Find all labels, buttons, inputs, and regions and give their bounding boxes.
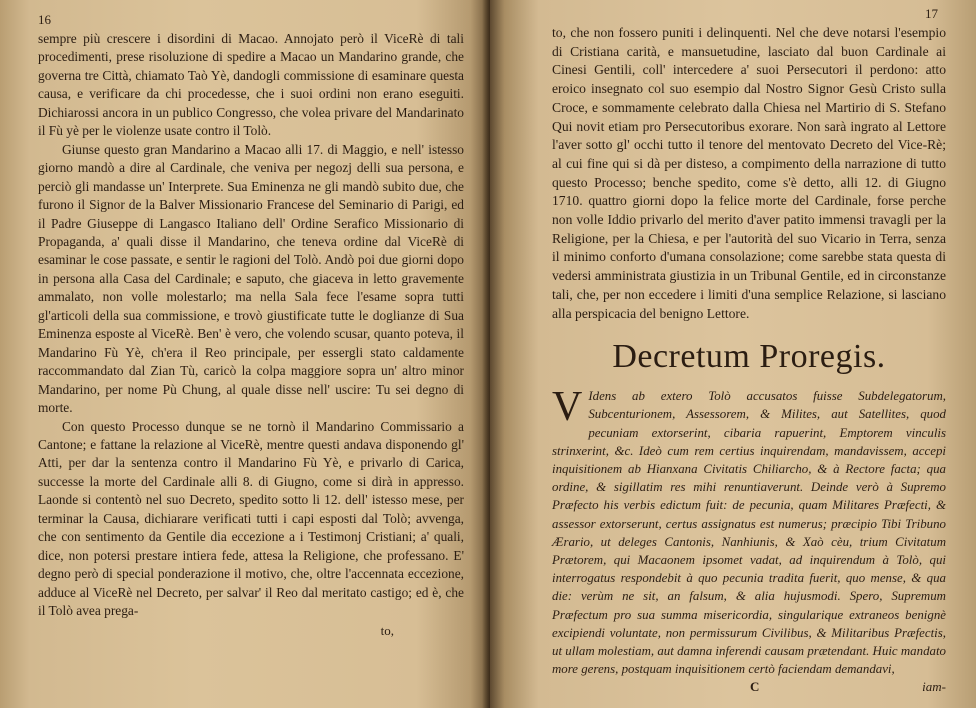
drop-cap: V (552, 384, 583, 431)
paragraph: Con questo Processo dunque se ne tornò il Mandarino Commissario a Cantone; e fattane la relazione al ViceRè, mentre questi andava disponendo gl' Atti, per dar la sentenza contro il Mandarino Fù Yè, e privarlo di Carica, successe la morte del Cardinale alli 8. di Giugno, come si dirà in appresso. Laonde si contentò nel suo Decreto, spedito sotto li 12. dell' istesso mese, per terminar la Causa, dichiarare verificati tutti i capi esposti dal Tolò; avvenga, che con sentimento da Gentile dia eccezione a i Testimonj Cristiani; a' quali, dice, non potersi prestare intiera fede, attesa la Religione, che professano. E' degno però di special ponderazione il motivo, che, oltre l'accennata eccezione, adduce al ViceRè nel Decreto, per salvar' il Reo dal meritato castigo; ed è, che il Tolò avea prega- (38, 418, 464, 619)
decree-body: Idens ab extero Tolò accusatos fuisse Subdelegatorum, Subcenturionem, Assessorem, & Milites, aut Satellites, quod pecuniam extorserint, cibaria rapuerint, Emptorem vinculis strinxerint, &c. Ideò cum rem certius inquirendam, mandavissem, accepi inquisitionem ab Hianxana Civitatis Chiliarcho, & à Rectore facta; qua ordine, & sigillatim res mihi renuntiaverunt. Deinde verò à Supremo Præfecto his verbis edictum fuit: de pecunia, quam Militares Præfecti, & assessor extorserunt, certus assignatus est numerus; præcipio Tibi Tribuno Ærario, ut deleges Cantonis, Nanhiunis, & Xaò cèu, trium Civitatum Prætorem, qui Macaonem ipsomet vadat, ad inquirendum à Tolò, qui interrogatus respondebit à quo pecunia tradita fuerit, quo mense, & qua die: verùm ne sit, an falsum, & alia hujusmodi. Spero, Supremum Præfectum pro sua summa misericordia, singularique extraneos benignè excipiendi voluntate, non permissurum Civilibus, & Militaribus Præfectis, ut ullam molestiam, aut damna inferendi causam prætendant. Huic mandato more gerens, postquam inquisitionem certò faciendam demandavi, (552, 389, 946, 677)
catchword-left: to, (380, 622, 394, 638)
right-page-text (552, 24, 946, 323)
decree-text (552, 384, 946, 678)
left-page-text (38, 30, 464, 621)
signature-mark: C (750, 678, 760, 694)
right-page (490, 0, 976, 708)
paragraph: to, che non fossero puniti i delinquenti. Nel che deve notarsi l'esempio di Cristiana carità, e mansuetudine, lasciato dal buon Cardinale ai Cinesi Gentili, coll' intercedere a' suoi Persecutori il perdono: atto eroico insegnato col suo esempio dal Nostro Signor Gesù Cristo sulla Croce, e sommamente celebrato dalla Chiesa nel Martirio di S. Stefano Qui novit etiam pro Persecutoribus exorare. Non sarà ingrato al Lettore l'aver sotto gl' occhi tutto il tenore del mentovato Decreto del Vice-Rè; al cui fine qui si dà per disteso, a compimento della narrazione di tutto questo Processo; benche spedito, come s'è detto, alli 12. di Giugno 1710. quattro giorni dopo la felice morte del Cardinale, forse perche non volle Iddio privarlo del merito d'aver patito immensi travagli per la Religione, per la Chiesa, e per l'autorità del suo Vicario in Terra, senza il minimo conforto d'umana consolazione; come sarebbe stata questa di vedersi amministrata giustizia in un Tribunal Gentile, ed in circonstanze tali, che, per non eccedere i limiti d'una semplice Relazione, si lasciano alla perspicacia del benigno Lettore. (552, 25, 946, 321)
paragraph: sempre più crescere i disordini di Macao. Annojato però il ViceRè di tali procedimenti, prese risoluzione di spedire a Macao un Mandarino grande, che governa tre Città, chiamato Taò Yè, dandogli commissione di esaminare questa causa, e verificare da chi procedesse, che i suoi ordini non erano eseguiti. Dichiarossi ancora in un publico Congresso, che volea privare del Mandarinato il Fù yè per le violenze usate contro il Tolò. (38, 31, 464, 139)
paragraph: Giunse questo gran Mandarino a Macao alli 17. di Maggio, e nell' istesso giorno mandò a dire al Cardinale, che veniva per negozj delli sua persona, e perciò gli mandasse un' Interprete. Sua Eminenza ne gli mandò subito due, che furono il Signor de la Balver Missionario Francese del Seminario di Parigi, ed il Padre Giuseppe di Langasco Italiano dell' Ordine Serafico Missionario di Propaganda, a' quali disse il Mandarino, che teneva ordine dal ViceRè di esaminar le cose passate, e sentir le ragioni del Tolò. Andò poi due giorni dopo in persona alla Casa del Cardinale; e saputo, che giaceva in letto gravemente ammalato, non volle molestarlo; ma nella Sala fece l'esame sopra tutti gl'articoli della sua commissione, e trovò giustificate tutte le doglianze di Sua Eminenza esposte al ViceRè. Ben' è vero, che volendo scusar, quanto poteva, il Mandarino Fù Yè, ch'era il Reo principale, per essergli stato caldamente raccommandato dal Zian Tù, caricò la colpa maggiore sopra un' altro minor Mandarino, per nome Pù Chung, al quale disse nell' uscire: Tu sei degno di morte. (38, 141, 464, 416)
page-number-left: 16 (38, 12, 51, 27)
catchword-right: iam- (922, 678, 946, 694)
decree-title: Decretum Proregis. (612, 338, 886, 376)
page-footer (552, 679, 946, 697)
page-number-right: 17 (925, 6, 938, 21)
